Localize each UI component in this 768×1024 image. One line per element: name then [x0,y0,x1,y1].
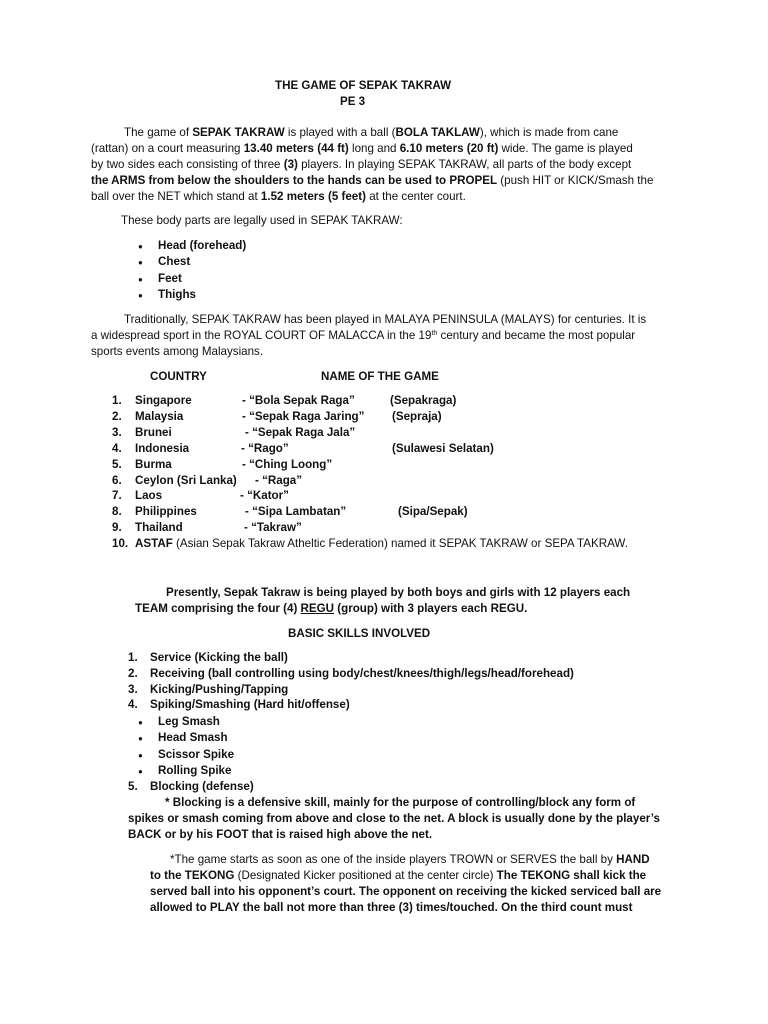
list-item: ● Thighs [158,287,196,303]
text: *The game starts as soon as one of the inside players TROWN or SERVES the ball by [170,853,617,866]
text: century and became the most popular [437,329,636,342]
text: long and [348,142,400,155]
country-name: Malaysia [135,410,184,423]
text: 6.10 meters (20 ft) [399,142,499,155]
list-number: 8. [112,505,122,518]
intro-line [91,173,653,189]
list-number: 3. [112,426,122,439]
text: (3) [283,158,298,171]
astaf-line [135,536,628,552]
list-number: 5. [112,458,122,471]
text: the ARMS from below the shoulders to the hands can be used to [91,174,450,187]
skill-item: Service (Kicking the ball) [150,651,288,664]
blocking-line: * Blocking is a defensive skill, mainly for the purpose of controlling/block any form of [165,796,636,809]
list-number: 10. [112,537,129,550]
intro-line [124,125,618,141]
text: (Designated Kicker positioned at the center circle) [234,869,497,882]
list-number: 9. [112,521,122,534]
blocking-line: BACK or by his FOOT that is raised high above the net. [128,828,433,841]
text: 1.52 meters (5 feet) [260,190,366,203]
country-header: COUNTRY [150,370,207,383]
list-number: 6. [112,474,122,487]
superscript: th [431,330,438,337]
list-item: ● Leg Smash [158,714,220,730]
document-title: THE GAME OF SEPAK TAKRAW [275,79,452,92]
list-number: 3. [128,683,138,696]
text: (push HIT or KICK/Smash the [497,174,654,187]
country-name: Singapore [135,394,192,407]
text: ball over the NET which stand at [91,190,261,203]
intro-line [91,189,466,205]
text: The TEKONG shall kick the [496,869,647,882]
text: by two sides each consisting of three [91,158,284,171]
skill-item: Kicking/Pushing/Tapping [150,683,289,696]
text: The game of [124,126,193,139]
game-name: - “Takraw” [244,521,302,534]
list-item: ● Head Smash [158,730,228,746]
list-item: ● Rolling Spike [158,763,231,779]
presently-line: Presently, Sepak Takraw is being played by both boys and girls with 12 players each [166,586,631,599]
name-header: NAME OF THE GAME [321,370,439,383]
text: REGU [300,602,335,615]
text: TEAM comprising the four (4) [135,602,301,615]
presently-line [135,601,527,617]
list-item: ● Head (forehead) [158,238,246,254]
list-number: 4. [112,442,122,455]
text: ASTAF [135,537,173,550]
text: is played with a ball ( [284,126,396,139]
document-subtitle: PE 3 [340,95,366,108]
text: at the center court. [365,190,466,203]
country-name: Indonesia [135,442,190,455]
game-name: - “Sepak Raga Jala” [245,426,356,439]
skill-item: Receiving (ball controlling using body/chest/knees/thigh/legs/head/forehead) [150,667,574,680]
list-number: 1. [128,651,138,664]
history-line: Traditionally, SEPAK TAKRAW has been played in MALAYA PENINSULA (MALAYS) for centuries. It is [124,313,647,326]
blocking-line: spikes or smash coming from above and close to the net. A block is usually done by the player’s [128,812,660,825]
game-name: - “Sipa Lambatan” [245,505,347,518]
game-name: - “Raga” [255,474,303,487]
game-name: - “Kator” [240,489,289,502]
country-name: Philippines [135,505,197,518]
country-name: Burma [135,458,172,471]
intro-line [91,141,633,157]
text: SEPAK TAKRAW [192,126,285,139]
list-number: 4. [128,698,138,711]
game-name: - “Bola Sepak Raga” [242,394,355,407]
text: (Asian Sepak Takraw Atheltic Federation) named it SEPAK TAKRAW or SEPA TAKRAW. [172,537,628,550]
list-number: 2. [112,410,122,423]
game-name: - “Sepak Raga Jaring” [242,410,365,423]
country-name: Thailand [135,521,183,534]
text: players. In playing SEPAK TAKRAW, all parts of the body except [297,158,632,171]
intro-line [91,157,631,173]
game-note: (Sepraja) [392,410,442,423]
text: (rattan) on a court measuring [91,142,244,155]
history-line: sports events among Malaysians. [91,345,264,358]
history-line [91,328,635,344]
game-start-line: served ball into his opponent’s court. The opponent on receiving the kicked serviced ball are [150,885,662,898]
game-name: - “Ching Loong” [242,458,333,471]
list-item: ● Feet [158,271,182,287]
list-item: ● Chest [158,254,190,270]
body-parts-intro: These body parts are legally used in SEPAK TAKRAW: [121,214,403,227]
list-item: ● Scissor Spike [158,747,234,763]
game-note: (Sepakraga) [390,394,457,407]
text: a widespread sport in the ROYAL COURT OF MALACCA in the 19 [91,329,432,342]
text: to the TEKONG [150,869,235,882]
skill-item: Spiking/Smashing (Hard hit/offense) [150,698,350,711]
list-number: 2. [128,667,138,680]
game-start-line [150,868,646,884]
list-number: 5. [128,780,138,793]
text: 13.40 meters (44 ft) [243,142,349,155]
game-note: (Sipa/Sepak) [398,505,468,518]
list-number: 1. [112,394,122,407]
country-name: Brunei [135,426,172,439]
country-name: Laos [135,489,163,502]
text: BOLA TAKLAW [395,126,480,139]
text: HAND [616,853,650,866]
game-start-line [170,852,650,868]
game-name: - “Rago” [241,442,289,455]
game-start-line: allowed to PLAY the ball not more than three (3) times/touched. On the third count must [150,901,633,914]
skill-item: Blocking (defense) [150,780,254,793]
list-number: 7. [112,489,122,502]
text: PROPEL [449,174,498,187]
text: ), which is made from cane [479,126,619,139]
game-note: (Sulawesi Selatan) [392,442,494,455]
text: (group) with 3 players each REGU. [334,602,528,615]
skills-header: BASIC SKILLS INVOLVED [288,627,431,640]
text: wide. The game is played [498,142,633,155]
country-name: Ceylon (Sri Lanka) [135,474,237,487]
